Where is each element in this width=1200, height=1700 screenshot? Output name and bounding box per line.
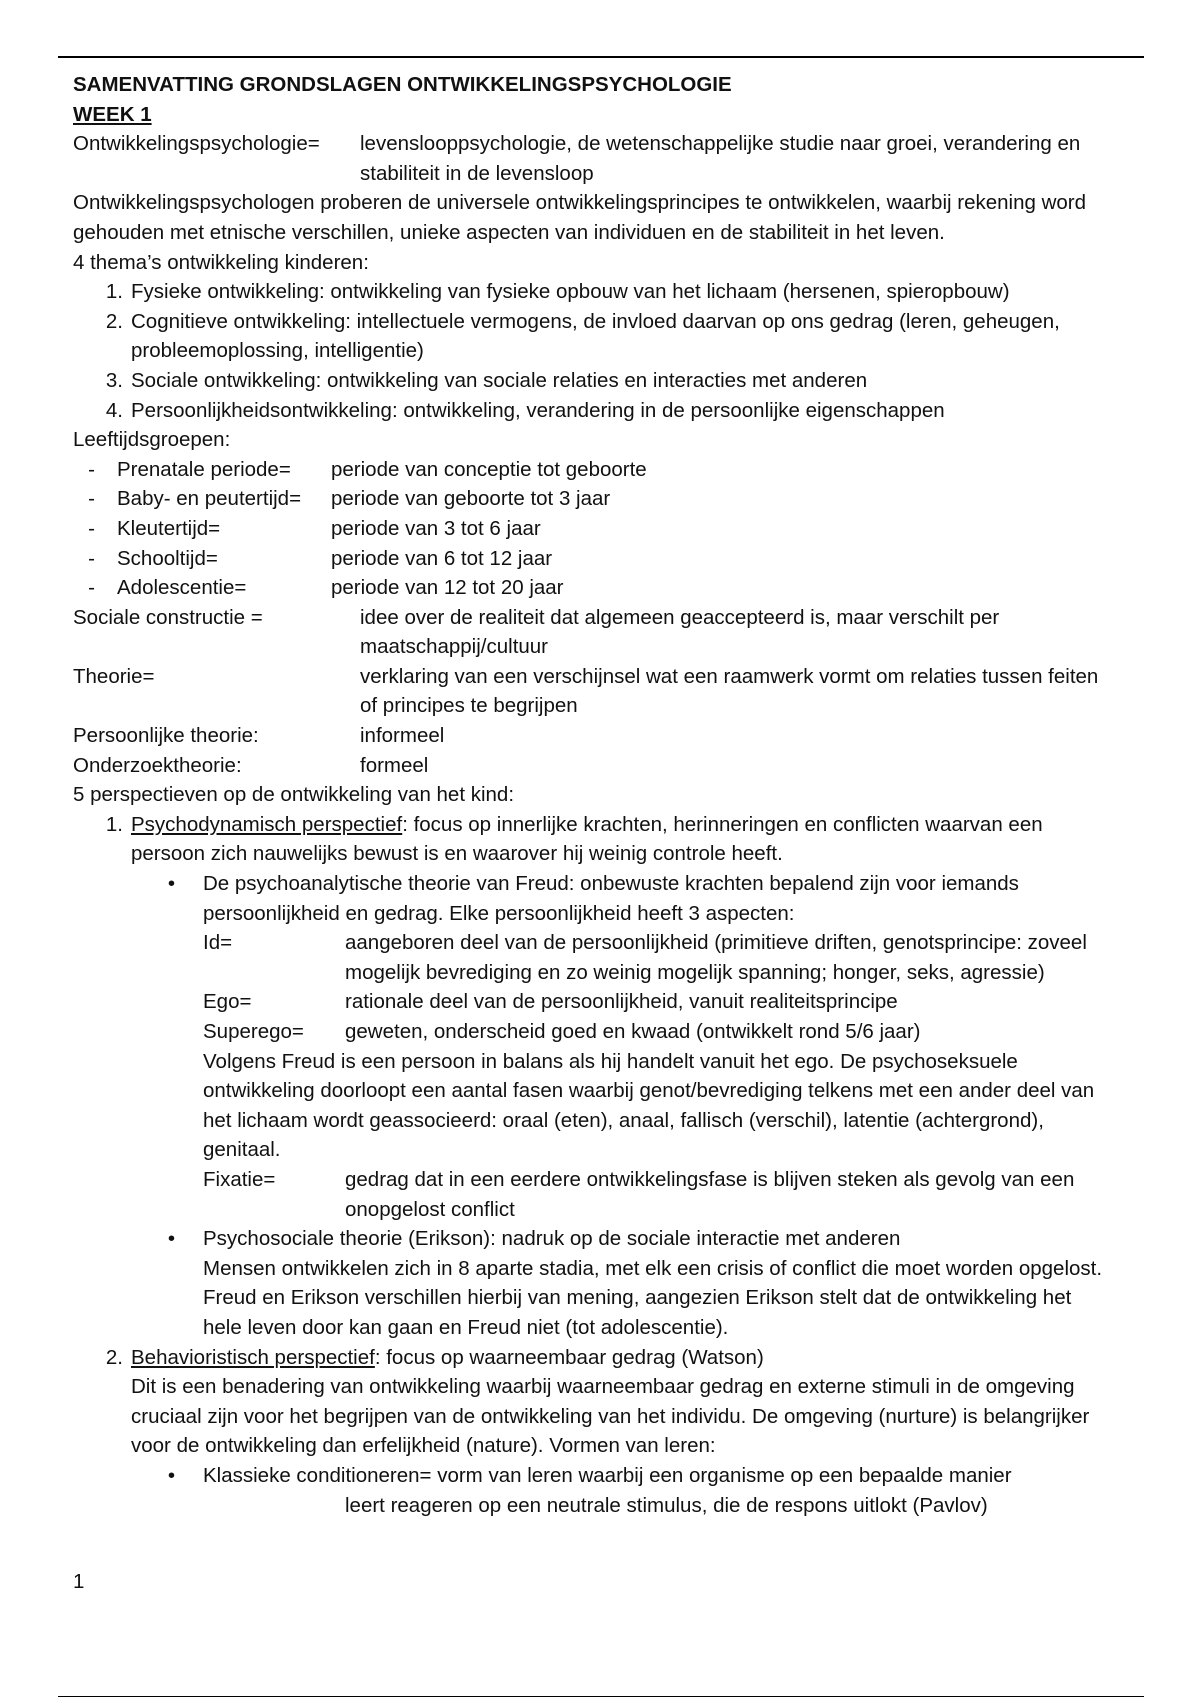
age-term: Prenatale periode=: [117, 457, 291, 481]
freud-desc: geweten, onderscheid goed en kwaad (ontwikkelt rond 5/6 jaar): [345, 1020, 921, 1043]
definition-desc: verklaring van een verschijnsel wat een raamwerk vormt om relaties tussen feiten of principes te begrijpen: [360, 664, 1099, 718]
dash-bullet: -: [88, 576, 95, 600]
themes-list: [73, 277, 1145, 425]
bullet: •: [167, 1227, 175, 1251]
list-item: [73, 396, 1145, 426]
list-number: 1.: [105, 280, 123, 304]
freud-term: Id=: [203, 931, 233, 955]
top-rule: [58, 56, 1144, 58]
list-item: [73, 573, 1145, 603]
age-desc: periode van 6 tot 12 jaar: [331, 546, 553, 570]
list-item: [73, 366, 1145, 396]
age-groups-list: [73, 455, 1145, 603]
list-number: 1.: [105, 812, 123, 836]
dash-bullet: -: [88, 487, 95, 511]
age-term: Adolescentie=: [117, 576, 247, 600]
age-desc: periode van 12 tot 20 jaar: [331, 576, 564, 600]
perspective-desc: : focus op waarneembaar gedrag (Watson): [374, 1345, 764, 1369]
freud-desc: gedrag dat in een eerdere ontwikkelingsfase is blijven steken als gevolg van een onopgelost conflict: [345, 1167, 1075, 1221]
perspective-behavioristisch: [73, 1343, 1145, 1521]
list-item: [73, 484, 1145, 514]
definition-term: Theorie=: [73, 664, 155, 688]
perspective-psychodynamisch: [73, 810, 1145, 1343]
classic-desc: vorm van leren waarbij een organisme op een bepaalde manier: [431, 1463, 1012, 1487]
freud-item: [73, 869, 1115, 1224]
list-item: [73, 544, 1145, 574]
list-number: 4.: [105, 398, 123, 422]
list-text: Cognitieve ontwikkeling: intellectuele vermogens, de invloed daarvan op ons gedrag (leren, geheugen, probleemoplossing, intelligentie): [131, 309, 1060, 363]
freud-term-ego: [203, 987, 1115, 1017]
list-item: [73, 277, 1145, 307]
definition-persoonlijke-theorie: [73, 721, 1145, 751]
age-groups-heading: Leeftijdsgroepen:: [73, 428, 231, 452]
themes-heading: 4 thema’s ontwikkeling kinderen:: [73, 250, 369, 274]
definition-term: Ontwikkelingspsychologie=: [73, 132, 320, 156]
age-term: Schooltijd=: [117, 546, 218, 570]
age-desc: periode van 3 tot 6 jaar: [331, 516, 541, 540]
age-term: Baby- en peutertijd=: [117, 487, 302, 511]
list-item: [73, 514, 1145, 544]
classic-term: Klassieke conditioneren=: [203, 1463, 432, 1487]
week-heading: WEEK 1: [73, 102, 152, 126]
definition-term: Onderzoektheorie:: [73, 753, 242, 777]
page-number: 1: [73, 1570, 85, 1593]
behaviorism-paragraph: Dit is een benadering van ontwikkeling waarbij waarneembaar gedrag en externe stimuli in de omgeving cruciaal zijn voor het begrijpen van de ontwikkeling van het individu. De omgeving (nurture) is belangrijker voor de ontwikkeling dan erfelijkheid (nature). Vormen van leren:: [131, 1375, 1090, 1458]
dash-bullet: -: [88, 546, 95, 570]
freud-desc: aangeboren deel van de persoonlijkheid (primitieve driften, genotsprincipe: zoveel mogelijk bevrediging en zo weinig mogelijk spanning; honger, seks, agressie): [345, 931, 1087, 984]
list-item: [73, 307, 1145, 366]
classic-desc-cont: leert reageren op een neutrale stimulus, die de respons uitlokt (Pavlov): [345, 1493, 988, 1517]
definition-desc: levenslooppsychologie, de wetenschappelijke studie naar groei, verandering en stabiliteit in de levensloop: [360, 132, 1081, 185]
freud-term: Ego=: [203, 990, 252, 1014]
perspectives-list: [73, 810, 1145, 1520]
document-page: [73, 70, 1145, 1520]
freud-term: Superego=: [203, 1020, 304, 1043]
definition-desc: idee over de realiteit dat algemeen geaccepteerd is, maar verschilt per maatschappij/cultuur: [360, 605, 1000, 659]
freud-desc: rationale deel van de persoonlijkheid, vanuit realiteitsprincipe: [345, 990, 898, 1014]
list-text: Persoonlijkheidsontwikkeling: ontwikkeling, verandering in de persoonlijke eigenschappen: [131, 398, 945, 422]
bottom-rule: [58, 1696, 1144, 1697]
list-number: 2.: [105, 309, 123, 333]
perspective-title: Behavioristisch perspectief: [131, 1345, 375, 1369]
dash-bullet: -: [88, 516, 95, 540]
freud-term-fixatie: [203, 1165, 1115, 1224]
definition-desc: informeel: [360, 724, 445, 748]
list-number: 3.: [105, 368, 123, 392]
erikson-paragraph: Mensen ontwikkelen zich in 8 aparte stadia, met elk een crisis of conflict die moet worden opgelost. Freud en Erikson verschillen hierbij van mening, aangezien Erikson stelt dat de ontwikkeling het hele leven door kan gaan en Freud niet (tot adolescentie).: [203, 1256, 1103, 1339]
freud-paragraph: Volgens Freud is een persoon in balans als hij handelt vanuit het ego. De psychoseksuele ontwikkeling doorloopt een aantal fasen waarbij genot/bevrediging telkens met een ander deel van het lichaam wordt geassocieerd: oraal (eten), anaal, fallisch (verschil), latentie (achtergrond), genitaal.: [203, 1049, 1095, 1162]
document-title: SAMENVATTING GRONDSLAGEN ONTWIKKELINGSPSYCHOLOGIE: [73, 73, 732, 96]
definition-theorie: [73, 662, 1145, 721]
bullet: •: [167, 1463, 175, 1487]
erikson-item: [73, 1224, 1115, 1342]
intro-paragraph: Ontwikkelingspsychologen proberen de universele ontwikkelingsprincipes te ontwikkelen, waarbij rekening word gehouden met etnische verschillen, unieke aspecten van individuen en de stabiliteit in het leven.: [73, 191, 1087, 244]
age-desc: periode van conceptie tot geboorte: [331, 457, 647, 481]
age-desc: periode van geboorte tot 3 jaar: [331, 487, 611, 511]
list-text: Sociale ontwikkeling: ontwikkeling van sociale relaties en interacties met anderen: [131, 368, 868, 392]
perspectives-heading: 5 perspectieven op de ontwikkeling van het kind:: [73, 783, 515, 807]
definition-onderzoektheorie: [73, 751, 1145, 781]
definition-term: Persoonlijke theorie:: [73, 724, 259, 748]
definition-desc: formeel: [360, 753, 429, 777]
freud-term: Fixatie=: [203, 1167, 276, 1191]
freud-term-id: [203, 928, 1115, 987]
perspective-desc: : focus op innerlijke krachten, herinneringen en conflicten waarvan een persoon zich nauwelijks bewust is en waarover hij weinig controle heeft.: [131, 812, 1043, 866]
classic-conditioning-item: [73, 1461, 1115, 1520]
list-number: 2.: [105, 1345, 123, 1369]
definition-sociale-constructie: [73, 603, 1145, 662]
freud-term-superego: [203, 1017, 1115, 1047]
list-text: Fysieke ontwikkeling: ontwikkeling van fysieke opbouw van het lichaam (hersenen, spieropbouw): [131, 280, 1010, 304]
erikson-text: Psychosociale theorie (Erikson): nadruk op de sociale interactie met anderen: [203, 1227, 901, 1251]
dash-bullet: -: [88, 457, 95, 481]
definition-ontwikkelingspsychologie: [73, 129, 1145, 188]
freud-text: De psychoanalytische theorie van Freud: onbewuste krachten bepalend zijn voor iemands persoonlijkheid en gedrag. Elke persoonlijkheid heeft 3 aspecten:: [203, 872, 1019, 925]
age-term: Kleutertijd=: [117, 516, 221, 540]
bullet: •: [167, 872, 175, 896]
perspective-title: Psychodynamisch perspectief: [131, 812, 403, 836]
list-item: [73, 455, 1145, 485]
definition-term: Sociale constructie =: [73, 605, 263, 629]
